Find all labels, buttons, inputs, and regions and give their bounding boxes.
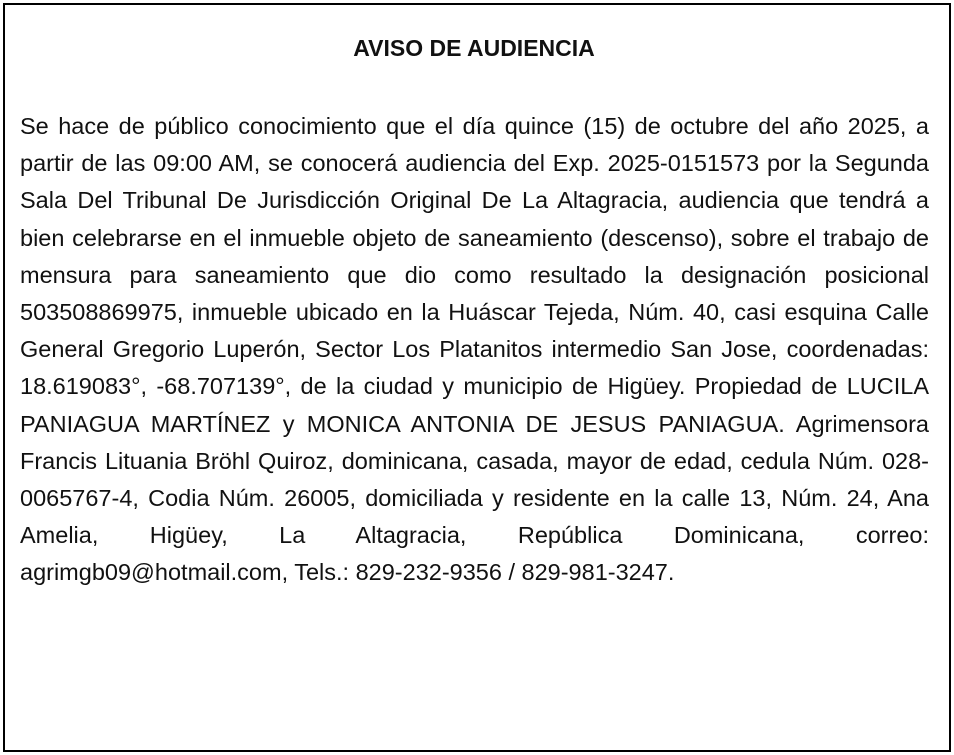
notice-body: Se hace de público conocimiento que el día quince (15) de octubre del año 2025, a partir de las 09:00 AM, se conocerá audiencia del Exp. 2025-0151573 por la Segunda Sala Del Tribunal De Jurisdicción Original De La Altagracia, audiencia que tendrá a bien celebrarse en el inmueble objeto de saneamiento (descenso), sobre el trabajo de mensura para saneamiento que dio como resultado la designación posicional 503508869975, inmueble ubicado en la Huáscar Tejeda, Núm. 40, casi esquina Calle General Gregorio Luperón, Sector Los Platanitos intermedio San Jose, coordenadas: 18.619083°, -68.707139°, de la ciudad y municipio de Higüey. Propiedad de LUCILA PANIAGUA MARTÍNEZ y MONICA ANTONIA DE JESUS PANIAGUA. Agrimensora Francis Lituania Bröhl Quiroz, dominicana, casada, mayor de edad, cedula Núm. 028-0065767-4, Codia Núm. 26005, domiciliada y residente en la calle 13, Núm. 24, Ana Amelia, Higüey, La Altagracia, República Dominicana, correo: agrimgb09@hotmail.com, Tels.: 829-232-9356 / 829-981-3247. [20,113,929,586]
notice-title: AVISO DE AUDIENCIA [353,35,595,61]
